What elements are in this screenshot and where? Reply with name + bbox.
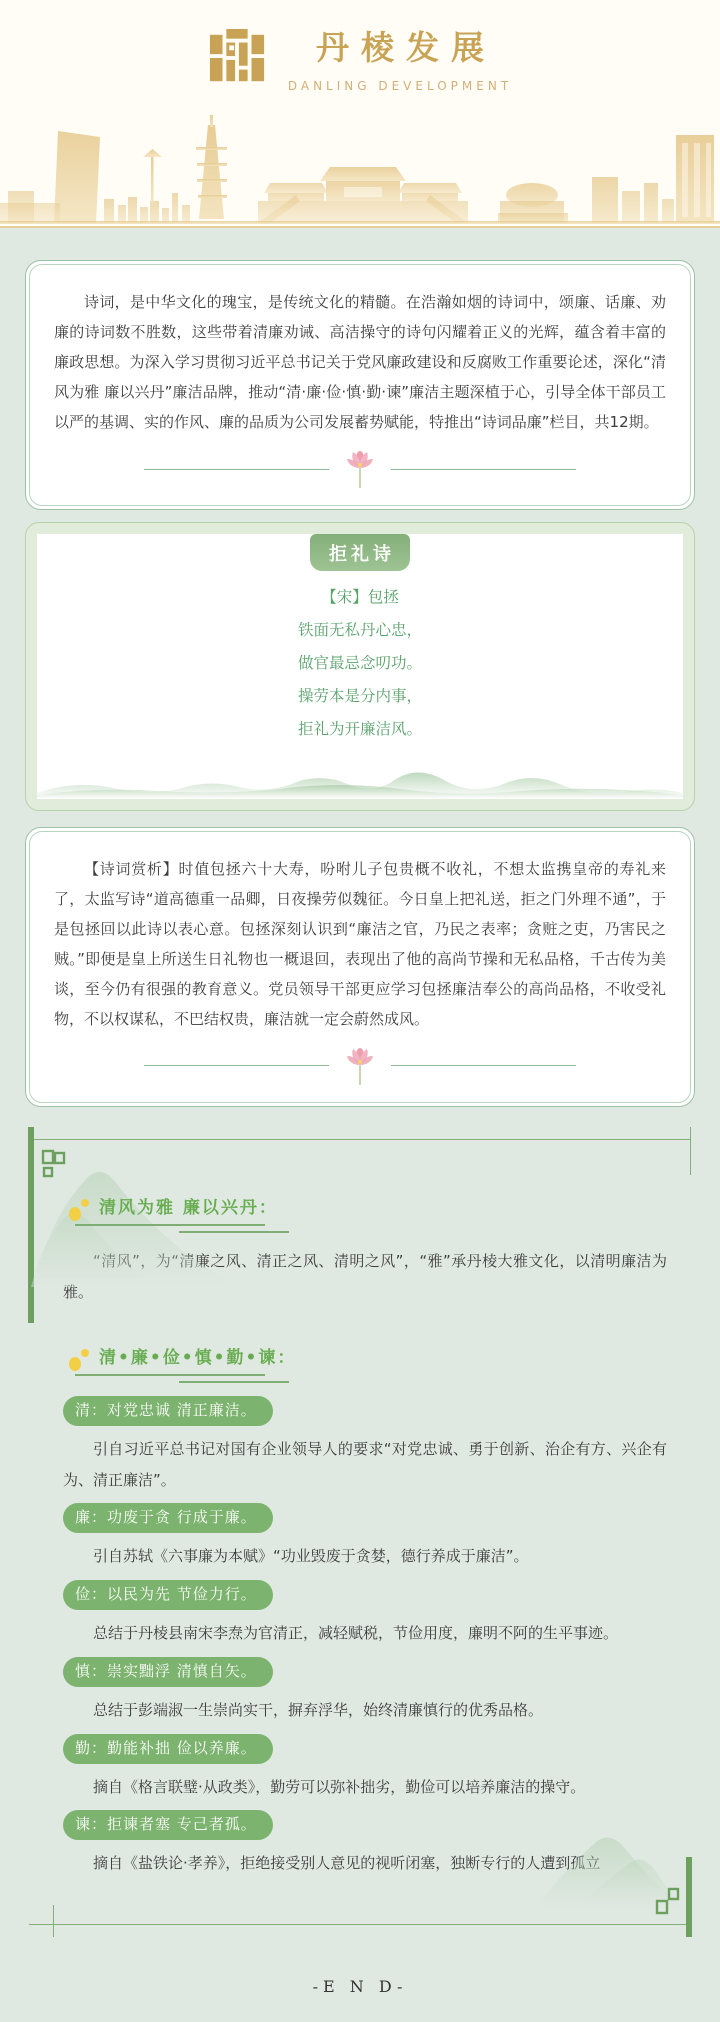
item-description: 摘自《盐铁论·孝养》，拒绝接受别人意见的视听闭塞，独断专行的人遭到孤立 xyxy=(93,1854,601,1873)
divider-line-left xyxy=(144,1065,329,1066)
brand-logo-row xyxy=(208,22,512,93)
intro-card xyxy=(25,260,695,510)
poem-line: 拒礼为开廉洁风。 xyxy=(297,720,422,739)
lotus-divider xyxy=(54,1044,666,1088)
heading-underline xyxy=(179,1231,289,1233)
brand-item xyxy=(63,1396,667,1496)
brand-item xyxy=(63,1580,667,1649)
intro-paragraph: 诗词，是中华文化的瑰宝，是传统文化的精髓。在浩瀚如烟的诗词中，颂廉、话廉、劝廉的诗词数不胜数，这些带着清廉劝诫、高洁操守的诗句闪耀着正义的光辉，蕴含着丰富的廉政思想。为深入学习贯彻习近平总书记关于党风廉政建设和反腐败工作重要论述，深化“清风为雅 廉以兴丹”廉洁品牌，推动“清·廉·俭·慎·勤·谏”廉洁主题深植于心，引导全体干部员工以严的基调、实的作风、廉的品质为公司发展蓄势赋能，特推出“诗词品廉”栏目，共12期。 xyxy=(54,293,666,431)
skyline-art xyxy=(0,115,720,226)
danling-logo-icon xyxy=(208,27,266,89)
page-header xyxy=(0,0,720,115)
lotus-flower-icon xyxy=(343,448,377,490)
item-description: 总结于彭端淑一生崇尚实干，摒弃浮华，始终清廉慎行的优秀品格。 xyxy=(93,1700,544,1719)
lotus-flower-icon xyxy=(343,1045,377,1087)
brand-paragraph-1: “清风”，为“清廉之风、清正之风、清明之风”，“雅”承丹棱大雅文化，以清明廉洁为雅。 xyxy=(63,1251,667,1302)
item-tag-pill: 俭：以民为先 节俭力行。 xyxy=(63,1580,273,1610)
poem-title-badge: 拒礼诗 xyxy=(310,534,410,571)
item-tag-pill: 清：对党忠诚 清正廉洁。 xyxy=(63,1396,273,1426)
brand-heading-2 xyxy=(63,1343,667,1378)
brand-heading-1 xyxy=(63,1193,667,1228)
article-body xyxy=(0,228,720,2022)
frame-line-bottom-left xyxy=(53,1905,54,1937)
end-marker: -E N D- xyxy=(312,1977,408,1997)
item-tag-pill: 慎：崇实黜浮 清慎自矢。 xyxy=(63,1657,273,1687)
brand-section xyxy=(25,1127,695,1937)
page-title: 丹棱发展 xyxy=(315,28,496,67)
heading-underline xyxy=(75,1224,265,1226)
heading-underline xyxy=(75,1374,265,1376)
item-description: 总结于丹棱县南宋李焘为官清正，减轻赋税，节俭用度，廉明不阿的生平事迹。 xyxy=(93,1624,619,1643)
frame-bar-right xyxy=(686,1857,692,1937)
divider-line-right xyxy=(391,469,576,470)
poem-line: 做官最忌念叨功。 xyxy=(297,653,422,672)
brand-item xyxy=(63,1810,667,1879)
brand-title-stack xyxy=(288,22,512,93)
poem-line: 铁面无私丹心忠， xyxy=(297,620,422,639)
poem-author: 【宋】包拯 xyxy=(321,588,399,606)
brand-item xyxy=(63,1734,667,1803)
corner-motif-icon xyxy=(41,1149,67,1179)
item-tag-pill: 廉：功废于贪 行成于廉。 xyxy=(63,1503,273,1533)
city-skyline-banner xyxy=(0,115,720,228)
yellow-dots-icon xyxy=(67,1193,89,1223)
divider-line-left xyxy=(144,469,329,470)
heading-underline xyxy=(179,1381,289,1383)
analysis-card xyxy=(25,827,695,1107)
analysis-paragraph: 【诗词赏析】时值包拯六十大寿，吩咐儿子包贵概不收礼，不想太监携皇帝的寿礼来了，太监写诗“道高德重一品卿，日夜操劳似魏征。今日皇上把礼送，拒之门外理不通”，于是包拯回以此诗以表心意。包拯深刻认识到“廉洁之官，乃民之表率；贪赃之吏，乃害民之贼。”即便是皇上所送生日礼物也一概退回，表现出了他的高尚节操和无私品格，千古传为美谈，至今仍有很强的教育意义。党员领导干部更应学习包拯廉洁奉公的高尚品格，不收受礼物，不以权谋私，不巴结权贵，廉洁就一定会蔚然成风。 xyxy=(54,859,666,1028)
frame-bar-left xyxy=(28,1127,34,1323)
frame-line-top-right xyxy=(690,1127,691,1175)
brand-item xyxy=(63,1657,667,1726)
item-tag-pill: 谏：拒谏者塞 专己者孤。 xyxy=(63,1810,273,1840)
item-description: 引自苏轼《六事廉为本赋》“功业毁废于贪婪，德行养成于廉洁”。 xyxy=(93,1547,529,1566)
item-tag-pill: 勤：勤能补拙 俭以养廉。 xyxy=(63,1734,273,1764)
yellow-dots-icon xyxy=(67,1343,89,1373)
brand-item xyxy=(63,1503,667,1572)
corner-motif-icon xyxy=(655,1887,681,1917)
poem-card-inner xyxy=(37,534,683,799)
hills-art xyxy=(37,741,683,799)
brand-heading-1-text: 清风为雅 廉以兴丹： xyxy=(99,1193,278,1228)
lotus-divider xyxy=(54,447,666,491)
frame-line-bottom xyxy=(29,1924,689,1925)
poem-card xyxy=(25,522,695,811)
poem-body xyxy=(37,581,683,747)
frame-line-top xyxy=(31,1139,691,1140)
page-subtitle: DANLING DEVELOPMENT xyxy=(287,79,513,93)
divider-line-right xyxy=(391,1065,576,1066)
item-description: 引自习近平总书记对国有企业领导人的要求“对党忠诚、勇于创新、治企有方、兴企有为、清正廉洁”。 xyxy=(63,1439,667,1489)
poem-line: 操劳本是分内事， xyxy=(297,687,422,706)
brand-heading-2-text: 清•廉•俭•慎•勤•谏： xyxy=(99,1343,296,1378)
item-description: 摘自《格言联璧·从政类》，勤劳可以弥补拙劣，勤俭可以培养廉洁的操守。 xyxy=(93,1777,586,1796)
